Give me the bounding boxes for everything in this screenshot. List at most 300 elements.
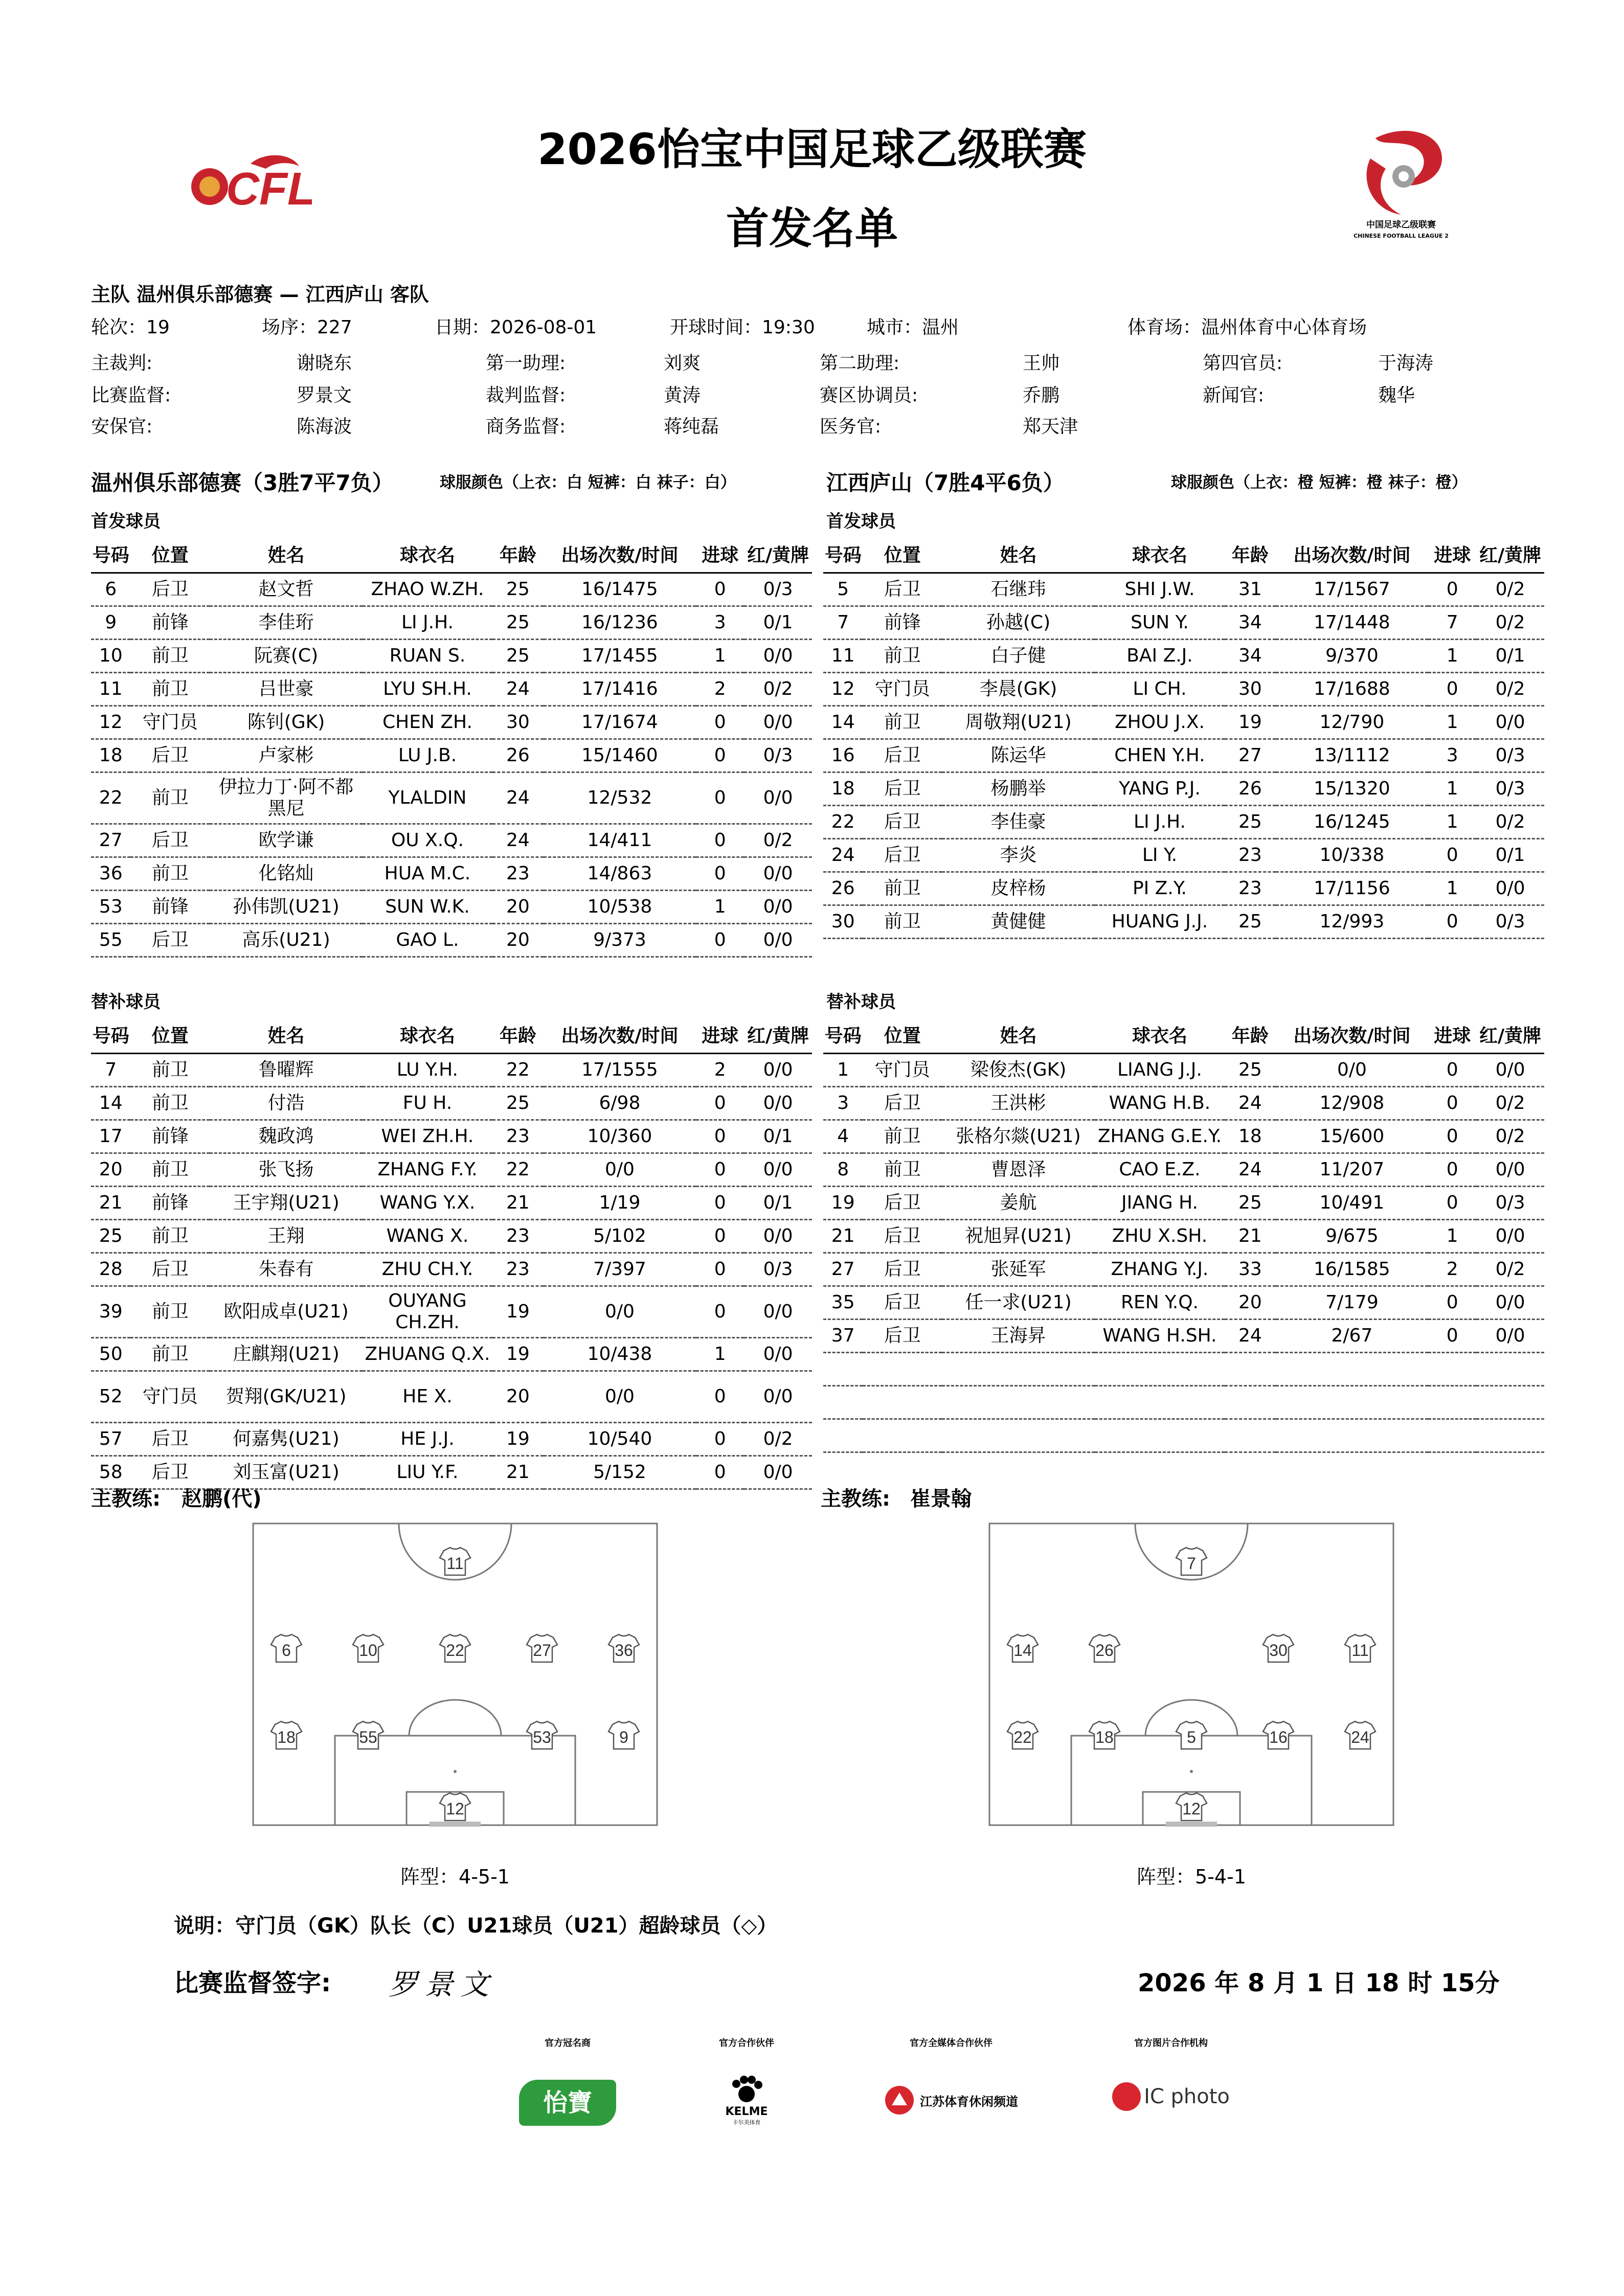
table-cell: 22 (492, 1153, 544, 1187)
sponsor-media (864, 2036, 1038, 2116)
table-row (91, 1286, 812, 1338)
table-cell: 杨鹏举 (942, 772, 1095, 806)
table-cell: 张飞扬 (210, 1153, 363, 1187)
table-cell: 21 (823, 1220, 863, 1253)
table-cell: 后卫 (863, 839, 942, 872)
table-header (91, 1020, 812, 1054)
table-cell: 后卫 (863, 772, 942, 806)
table-cell: 守门员 (130, 706, 210, 739)
table-row (823, 573, 1544, 606)
player-shirt-icon (1007, 1634, 1038, 1662)
column-header: 位置 (863, 539, 942, 573)
table-cell: 前卫 (130, 772, 210, 824)
table-cell: 15/1460 (544, 739, 696, 772)
table-cell: 前卫 (130, 640, 210, 673)
table-cell: HUANG J.J. (1095, 905, 1225, 939)
column-header: 位置 (130, 539, 210, 573)
shirt-number: 12 (446, 1800, 464, 1818)
table-cell: 17/1448 (1276, 606, 1429, 640)
table-cell: 后卫 (130, 1456, 210, 1489)
table-cell: 24 (1225, 1153, 1276, 1187)
column-header: 进球 (1428, 1020, 1476, 1054)
sponsor-title-label: 官方冠名商 (545, 2038, 591, 2049)
column-header: 号码 (91, 1020, 130, 1054)
home-subs-label: 替补球员 (91, 992, 161, 1012)
table-cell: 0/0 (1276, 1054, 1429, 1087)
table-cell (863, 1419, 942, 1452)
table-cell: 25 (492, 640, 544, 673)
table-cell: WANG Y.X. (363, 1187, 492, 1220)
table-cell: 化铭灿 (210, 857, 363, 891)
column-header: 号码 (823, 1020, 863, 1054)
table-cell: 10/438 (544, 1338, 696, 1371)
table-cell: 17 (91, 1120, 130, 1153)
table-cell: 0/2 (1476, 1120, 1544, 1153)
official-name: 谢晓东 (297, 353, 352, 374)
shirt-number: 5 (1187, 1728, 1196, 1746)
table-cell: 22 (492, 1054, 544, 1087)
table-cell: 0/0 (544, 1153, 696, 1187)
table-cell: 17/1416 (544, 673, 696, 706)
table-cell: 0/0 (744, 857, 812, 891)
player-shirt-icon (1345, 1634, 1375, 1662)
table-cell: 53 (91, 891, 130, 924)
table-cell: 0/0 (744, 772, 812, 824)
table-cell: 16/1236 (544, 606, 696, 640)
home-formation: 阵型：4-5-1 (400, 1866, 510, 1888)
table-cell: 0/0 (744, 891, 812, 924)
table-cell: 18 (823, 772, 863, 806)
table-cell: 0 (696, 1371, 744, 1423)
column-header: 红/黄牌 (1476, 539, 1544, 573)
table-cell: LU J.B. (363, 739, 492, 772)
table-row (823, 1353, 1544, 1386)
table-header (823, 1020, 1544, 1054)
official-name: 蒋纯磊 (664, 416, 719, 437)
jstv-name: 江苏体育休闲频道 (920, 2094, 1018, 2109)
table-cell: 0/0 (1476, 706, 1544, 739)
table-cell: 57 (91, 1423, 130, 1456)
player-shirt-icon (440, 1548, 470, 1575)
table-row (823, 1120, 1544, 1153)
table-row (823, 772, 1544, 806)
table-cell: 16/1475 (544, 573, 696, 606)
table-cell: 12/532 (544, 772, 696, 824)
table-cell: 18 (91, 739, 130, 772)
table-cell: 19 (492, 1338, 544, 1371)
table-cell: 12/993 (1276, 905, 1429, 939)
sponsor-photo (1094, 2036, 1248, 2111)
table-cell: 李炎 (942, 839, 1095, 872)
table-cell: 12/790 (1276, 706, 1429, 739)
table-cell: 石继玮 (942, 573, 1095, 606)
table-cell: 12 (823, 673, 863, 706)
official-name: 罗景文 (297, 385, 352, 406)
kickoff-time: 开球时间：19:30 (670, 317, 815, 338)
home-subs-table (91, 1020, 812, 1490)
table-cell: 0 (696, 739, 744, 772)
table-header (823, 539, 1544, 573)
table-cell: 王翔 (210, 1220, 363, 1253)
table-cell (1476, 1419, 1544, 1452)
table-cell: 30 (823, 905, 863, 939)
shirt-number: 11 (446, 1554, 464, 1573)
shirt-number: 55 (359, 1728, 377, 1746)
shirt-number: 26 (1095, 1641, 1114, 1660)
table-cell: 19 (492, 1423, 544, 1456)
table-row (91, 1120, 812, 1153)
home-starters-label: 首发球员 (91, 511, 161, 532)
table-cell: 50 (91, 1338, 130, 1371)
table-cell: 8 (823, 1153, 863, 1187)
home-kit: 球服颜色（上衣：白 短裤：白 袜子：白） (440, 473, 736, 492)
table-cell: 1 (696, 1338, 744, 1371)
table-cell: 守门员 (130, 1371, 210, 1423)
table-cell: ZHANG Y.J. (1095, 1253, 1225, 1286)
table-cell: 1 (1428, 1220, 1476, 1253)
shirt-number: 11 (1351, 1641, 1369, 1660)
home-coach: 赵鹏(代) (182, 1487, 262, 1511)
official-name: 刘爽 (664, 353, 701, 374)
table-row (91, 1220, 812, 1253)
table-cell: 20 (91, 1153, 130, 1187)
table-cell: 11 (91, 673, 130, 706)
table-cell: 前卫 (130, 1220, 210, 1253)
column-header: 年龄 (1225, 539, 1276, 573)
column-header: 年龄 (492, 539, 544, 573)
round: 轮次：19 (91, 317, 170, 338)
sponsor-title (501, 2036, 634, 2126)
table-cell: 15/600 (1276, 1120, 1429, 1153)
ic-photo-name: IC photo (1144, 2085, 1230, 2108)
table-cell: 后卫 (863, 739, 942, 772)
player-shirt-icon (1263, 1721, 1294, 1749)
shirt-number: 18 (1095, 1728, 1114, 1746)
table-cell: CHEN Y.H. (1095, 739, 1225, 772)
column-header: 进球 (1428, 539, 1476, 573)
shirt-number: 27 (533, 1641, 551, 1660)
table-cell: 52 (91, 1371, 130, 1423)
official-role: 主裁判: (91, 353, 153, 374)
away-starters-label: 首发球员 (826, 511, 896, 532)
table-cell: 0/0 (744, 1153, 812, 1187)
table-cell: 2 (696, 1054, 744, 1087)
table-cell: 34 (1225, 640, 1276, 673)
column-header: 出场次数/时间 (1276, 1020, 1429, 1054)
player-shirt-icon (1176, 1721, 1207, 1749)
table-row (91, 824, 812, 857)
shirt-number: 18 (277, 1728, 296, 1746)
table-cell: 10/338 (1276, 839, 1429, 872)
legend-note: 说明：守门员（GK）队长（C）U21球员（U21）超龄球员（◇） (174, 1914, 778, 1938)
table-cell: 前卫 (863, 706, 942, 739)
table-cell: ZHU X.SH. (1095, 1220, 1225, 1253)
table-cell: 朱春有 (210, 1253, 363, 1286)
table-cell: 30 (492, 706, 544, 739)
table-cell: 19 (492, 1286, 544, 1338)
table-cell: LI CH. (1095, 673, 1225, 706)
table-cell: 10/540 (544, 1423, 696, 1456)
table-cell: LIANG J.J. (1095, 1054, 1225, 1087)
official-role: 比赛监督: (91, 385, 171, 406)
sponsor-partner (680, 2036, 813, 2126)
table-cell: 9 (91, 606, 130, 640)
table-cell: ZHAO W.ZH. (363, 573, 492, 606)
table-cell: 23 (1225, 872, 1276, 905)
table-cell: 39 (91, 1286, 130, 1338)
table-row (91, 1371, 812, 1423)
table-cell: 前卫 (863, 872, 942, 905)
supervisor-signature: 罗景文 (389, 1968, 496, 2002)
shirt-number: 14 (1013, 1641, 1032, 1660)
table-cell: 0/1 (744, 1187, 812, 1220)
column-header: 出场次数/时间 (544, 1020, 696, 1054)
table-cell (1095, 1386, 1225, 1419)
table-cell (1225, 1386, 1276, 1419)
table-cell: 后卫 (863, 1087, 942, 1120)
table-cell: 1 (1428, 772, 1476, 806)
column-header: 年龄 (492, 1020, 544, 1054)
table-cell: 14/863 (544, 857, 696, 891)
table-cell: 前卫 (863, 905, 942, 939)
shirt-number: 36 (615, 1641, 633, 1660)
official-role: 赛区协调员: (820, 385, 918, 406)
official-role: 第二助理: (820, 353, 900, 374)
column-header: 位置 (863, 1020, 942, 1054)
table-cell: 白子健 (942, 640, 1095, 673)
table-cell: FU H. (363, 1087, 492, 1120)
shirt-number: 6 (282, 1641, 291, 1660)
away-subs-label: 替补球员 (826, 992, 896, 1012)
table-cell (1476, 1353, 1544, 1386)
table-cell: 欧阳成卓(U21) (210, 1286, 363, 1338)
table-cell: ZHU CH.Y. (363, 1253, 492, 1286)
official-name: 乔鹏 (1023, 385, 1060, 406)
official-name: 王帅 (1023, 353, 1060, 374)
shirt-number: 9 (619, 1728, 628, 1746)
table-cell: 10/491 (1276, 1187, 1429, 1220)
table-cell: 付浩 (210, 1087, 363, 1120)
table-cell: YANG P.J. (1095, 772, 1225, 806)
table-cell: 1 (823, 1054, 863, 1087)
table-cell: 22 (91, 772, 130, 824)
table-cell: 16/1245 (1276, 806, 1429, 839)
table-cell: 26 (492, 739, 544, 772)
table-row (823, 806, 1544, 839)
table-cell: 后卫 (130, 924, 210, 957)
table-cell: 7/397 (544, 1253, 696, 1286)
table-row (823, 1419, 1544, 1452)
table-cell: 13/1112 (1276, 739, 1429, 772)
table-cell: 37 (823, 1320, 863, 1353)
table-cell: 阮赛(C) (210, 640, 363, 673)
table-cell: 0/2 (744, 824, 812, 857)
table-cell (1095, 1353, 1225, 1386)
home-starters-table (91, 539, 812, 958)
table-cell: 0/0 (744, 924, 812, 957)
table-cell: 庄麒翔(U21) (210, 1338, 363, 1371)
table-cell: 1 (1428, 806, 1476, 839)
column-header: 姓名 (210, 1020, 363, 1054)
table-cell: 23 (492, 857, 544, 891)
away-coach-label: 主教练: (821, 1487, 890, 1511)
table-cell: 前卫 (130, 673, 210, 706)
table-cell: 58 (91, 1456, 130, 1489)
player-shirt-icon (1263, 1634, 1294, 1662)
table-cell: 后卫 (863, 1320, 942, 1353)
table-cell: 前卫 (130, 1054, 210, 1087)
table-cell: 15/1320 (1276, 772, 1429, 806)
table-cell: 张延军 (942, 1253, 1095, 1286)
table-cell: 20 (492, 1371, 544, 1423)
table-cell: 0/0 (744, 706, 812, 739)
table-cell: 0 (696, 924, 744, 957)
table-cell: 0 (696, 1220, 744, 1253)
table-cell: 0 (1428, 673, 1476, 706)
table-cell: 0/3 (744, 1253, 812, 1286)
table-cell: 14 (91, 1087, 130, 1120)
table-row (91, 1087, 812, 1120)
table-cell: 王宇翔(U21) (210, 1187, 363, 1220)
away-formation: 阵型：5-4-1 (1137, 1866, 1246, 1888)
player-shirt-icon (1345, 1721, 1375, 1749)
table-cell: 9/675 (1276, 1220, 1429, 1253)
table-cell: 0/0 (744, 1220, 812, 1253)
column-header: 球衣名 (363, 1020, 492, 1054)
table-cell: 1 (696, 640, 744, 673)
table-row (91, 924, 812, 957)
table-row (823, 1286, 1544, 1320)
official-role: 裁判监督: (486, 385, 566, 406)
table-cell: REN Y.Q. (1095, 1286, 1225, 1320)
table-cell: WANG X. (363, 1220, 492, 1253)
table-cell: 0/0 (744, 1087, 812, 1120)
table-cell: WANG H.SH. (1095, 1320, 1225, 1353)
table-row (823, 1386, 1544, 1419)
match-date: 日期：2026-08-01 (435, 317, 597, 338)
table-cell: 0 (696, 1253, 744, 1286)
table-row (91, 891, 812, 924)
stadium: 体育场：温州体育中心体育场 (1127, 317, 1367, 338)
table-row (823, 1320, 1544, 1353)
table-cell: 后卫 (863, 806, 942, 839)
column-header: 出场次数/时间 (544, 539, 696, 573)
table-cell: 21 (492, 1456, 544, 1489)
table-cell: 30 (1225, 673, 1276, 706)
table-cell: 0 (696, 573, 744, 606)
table-cell: 3 (1428, 739, 1476, 772)
sponsor-partner-label: 官方合作伙伴 (719, 2038, 774, 2049)
table-cell: 0/1 (1476, 839, 1544, 872)
table-cell: SHI J.W. (1095, 573, 1225, 606)
table-cell: 孙越(C) (942, 606, 1095, 640)
table-cell: 0 (1428, 1153, 1476, 1187)
table-row (823, 1253, 1544, 1286)
table-cell: 1/19 (544, 1187, 696, 1220)
table-cell: 曹恩泽 (942, 1153, 1095, 1187)
official-name: 于海涛 (1378, 353, 1434, 374)
table-cell: 0 (696, 1456, 744, 1489)
table-cell: 0/0 (744, 1338, 812, 1371)
table-row (91, 1187, 812, 1220)
player-shirt-icon (440, 1634, 470, 1662)
table-cell (942, 1386, 1095, 1419)
table-cell: 24 (1225, 1320, 1276, 1353)
table-row (823, 1087, 1544, 1120)
table-row (91, 1054, 812, 1087)
table-cell: 前锋 (130, 1120, 210, 1153)
table-cell: 前卫 (130, 857, 210, 891)
table-cell: 2 (1428, 1253, 1476, 1286)
table-cell: 27 (823, 1253, 863, 1286)
table-row (823, 673, 1544, 706)
table-cell: 23 (492, 1253, 544, 1286)
table-cell: 25 (1225, 806, 1276, 839)
table-cell: 0/3 (744, 739, 812, 772)
table-cell: 前卫 (130, 1087, 210, 1120)
table-cell (823, 1419, 863, 1452)
table-cell: 孙伟凯(U21) (210, 891, 363, 924)
table-cell: 张格尔燚(U21) (942, 1120, 1095, 1153)
table-cell: 守门员 (863, 673, 942, 706)
table-cell: 0 (696, 706, 744, 739)
table-cell: 17/1688 (1276, 673, 1429, 706)
table-cell: 0/0 (544, 1286, 696, 1338)
table-cell: 25 (1225, 1054, 1276, 1087)
table-cell: 5/152 (544, 1456, 696, 1489)
table-cell: 17/1455 (544, 640, 696, 673)
table-cell: 前锋 (130, 891, 210, 924)
table-cell: 王海昇 (942, 1320, 1095, 1353)
table-cell: 55 (91, 924, 130, 957)
jstv-icon (884, 2085, 915, 2116)
table-cell: 7 (91, 1054, 130, 1087)
shirt-number: 30 (1269, 1641, 1288, 1660)
table-cell: 0/0 (1476, 872, 1544, 905)
table-cell: 0/2 (744, 1423, 812, 1456)
table-cell: 何嘉隽(U21) (210, 1423, 363, 1456)
table-cell: 0/3 (744, 573, 812, 606)
table-cell: 25 (492, 606, 544, 640)
table-cell: 后卫 (863, 1253, 942, 1286)
table-cell: 11/207 (1276, 1153, 1429, 1187)
column-header: 位置 (130, 1020, 210, 1054)
table-cell: 7 (823, 606, 863, 640)
player-shirt-icon (271, 1721, 302, 1749)
table-cell: 0 (1428, 1320, 1476, 1353)
table-cell: 10/538 (544, 891, 696, 924)
table-cell: 35 (823, 1286, 863, 1320)
yibao-logo: 怡寶 (519, 2080, 616, 2126)
table-cell: 0/0 (744, 1371, 812, 1423)
table-cell: 28 (91, 1253, 130, 1286)
table-cell: 0/1 (744, 1120, 812, 1153)
table-cell: JIANG H. (1095, 1187, 1225, 1220)
column-header: 红/黄牌 (1476, 1020, 1544, 1054)
table-cell: 0 (1428, 1187, 1476, 1220)
table-cell: 25 (492, 1087, 544, 1120)
table-row (823, 739, 1544, 772)
table-cell: 9/373 (544, 924, 696, 957)
table-cell: 1 (1428, 706, 1476, 739)
signature-label: 比赛监督签字: (174, 1969, 331, 1997)
table-cell: 0/3 (1476, 739, 1544, 772)
table-row (823, 1054, 1544, 1087)
table-cell: LYU SH.H. (363, 673, 492, 706)
table-row (823, 839, 1544, 872)
table-cell: 0/3 (1476, 905, 1544, 939)
shirt-number: 10 (359, 1641, 377, 1660)
